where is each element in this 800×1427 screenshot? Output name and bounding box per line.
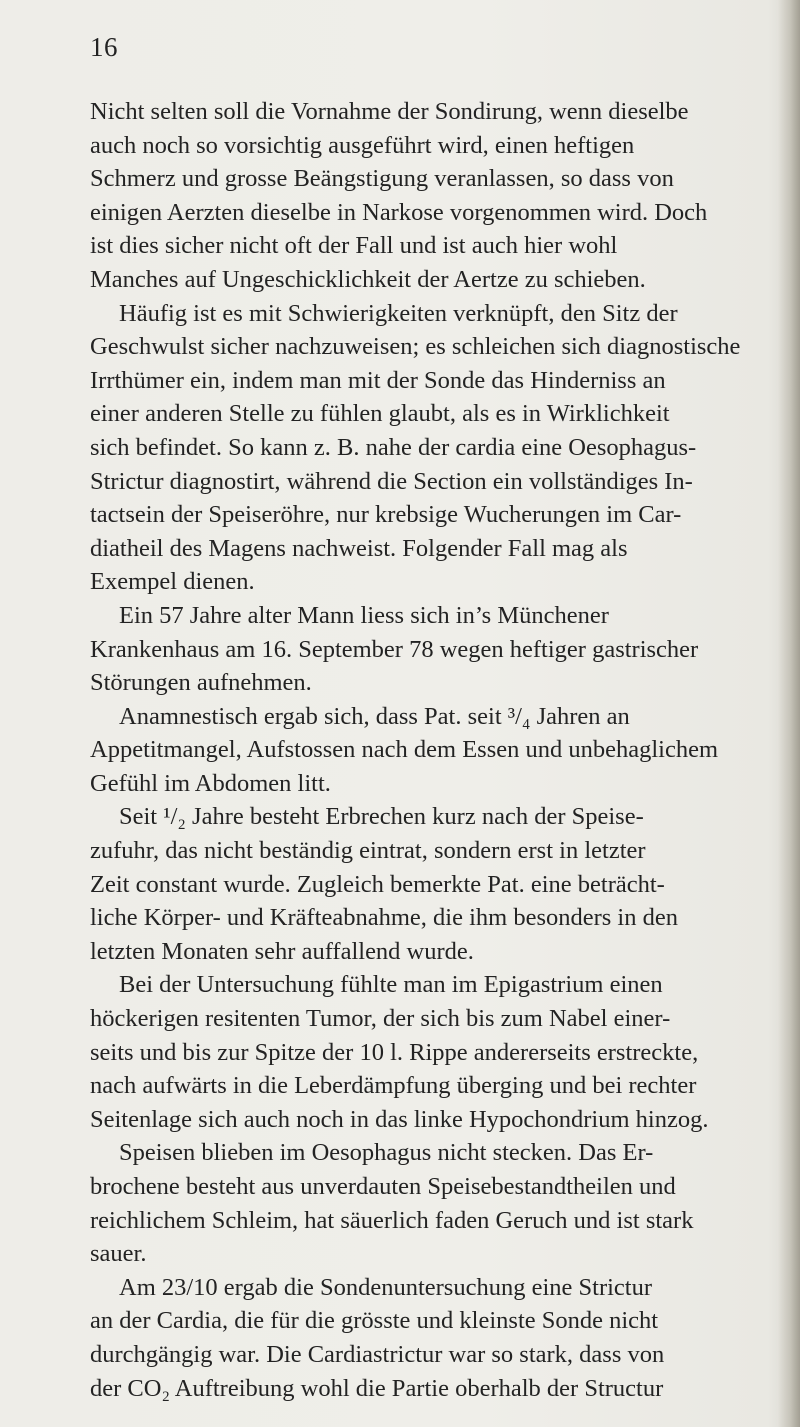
text-line: diatheil des Magens nachweist. Folgender Fall mag als: [90, 534, 628, 562]
text-line: Anamnestisch ergab sich, dass Pat. seit ³/₄ Jahren an: [119, 702, 630, 730]
text-line: Krankenhaus am 16. September 78 wegen heftiger gastrischer: [90, 635, 699, 663]
text-line: tactsein der Speiseröhre, nur krebsige Wucherungen im Car-: [90, 501, 682, 529]
text-line: Irrthümer ein, indem man mit der Sonde das Hinderniss an: [90, 366, 666, 394]
text-line: zufuhr, das nicht beständig eintrat, sondern erst in letzter: [90, 837, 646, 865]
text-line: Am 23/10 ergab die Sondenuntersuchung eine Strictur: [119, 1273, 652, 1301]
text-line: Manches auf Ungeschicklichkeit der Aertze zu schieben.: [90, 265, 646, 293]
text-line: Nicht selten soll die Vornahme der Sondirung, wenn dieselbe: [90, 98, 689, 125]
text-line: Gefühl im Abdomen litt.: [90, 769, 331, 797]
text-line: Seitenlage sich auch noch in das linke Hypochondrium hinzog.: [90, 1105, 709, 1133]
text-line: sauer.: [90, 1240, 147, 1268]
text-line: Schmerz und grosse Beängstigung veranlassen, so dass von: [90, 165, 674, 193]
text-line: Bei der Untersuchung fühlte man im Epigastrium einen: [119, 971, 663, 999]
text-line: Strictur diagnostirt, während die Section ein vollständiges In-: [90, 467, 693, 495]
text-line: Appetitmangel, Aufstossen nach dem Essen und unbehaglichem: [90, 736, 719, 764]
text-line: reichlichem Schleim, hat säuerlich faden Geruch und ist stark: [90, 1206, 694, 1234]
text-line: auch noch so vorsichtig ausgeführt wird, einen heftigen: [90, 131, 635, 159]
text-line: durchgängig war. Die Cardiastrictur war so stark, dass von: [90, 1340, 665, 1368]
text-line: einigen Aerzten dieselbe in Narkose vorgenommen wird. Doch: [90, 198, 708, 226]
text-line: Speisen blieben im Oesophagus nicht stecken. Das Er-: [119, 1139, 654, 1167]
text-line: Exempel dienen.: [90, 568, 255, 596]
text-line: brochene besteht aus unverdauten Speisebestandtheilen und: [90, 1173, 676, 1200]
text-line: seits und bis zur Spitze der 10 l. Rippe andererseits erstreckte,: [90, 1038, 699, 1066]
text-line: der CO₂ Auftreibung wohl die Partie oberhalb der Structur: [90, 1374, 664, 1402]
text-line: nach aufwärts in die Leberdämpfung überging und bei rechter: [90, 1072, 697, 1100]
text-line: an der Cardia, die für die grösste und kleinste Sonde nicht: [90, 1307, 659, 1335]
text-line: Häufig ist es mit Schwierigkeiten verknüpft, den Sitz der: [119, 299, 678, 327]
text-line: Geschwulst sicher nachzuweisen; es schleichen sich diagnostische: [90, 333, 741, 361]
text-line: Seit ¹/₂ Jahre besteht Erbrechen kurz nach der Speise-: [119, 803, 644, 831]
text-line: einer anderen Stelle zu fühlen glaubt, als es in Wirklichkeit: [90, 400, 670, 428]
text-line: Störungen aufnehmen.: [90, 669, 312, 697]
text-line: ist dies sicher nicht oft der Fall und ist auch hier wohl: [90, 232, 618, 260]
text-line: Ein 57 Jahre alter Mann liess sich in’s Münchener: [119, 601, 609, 629]
text-line: liche Körper- und Kräfteabnahme, die ihm besonders in den: [90, 904, 678, 932]
text-line: sich befindet. So kann z. B. nahe der cardia eine Oesophagus-: [90, 433, 697, 461]
text-line: letzten Monaten sehr auffallend wurde.: [90, 937, 474, 965]
page-number: 16: [90, 32, 118, 62]
body-text: [90, 95, 790, 1405]
text-line: Zeit constant wurde. Zugleich bemerkte Pat. eine beträcht-: [90, 870, 665, 898]
text-line: höckerigen resitenten Tumor, der sich bis zum Nabel einer-: [90, 1005, 671, 1033]
